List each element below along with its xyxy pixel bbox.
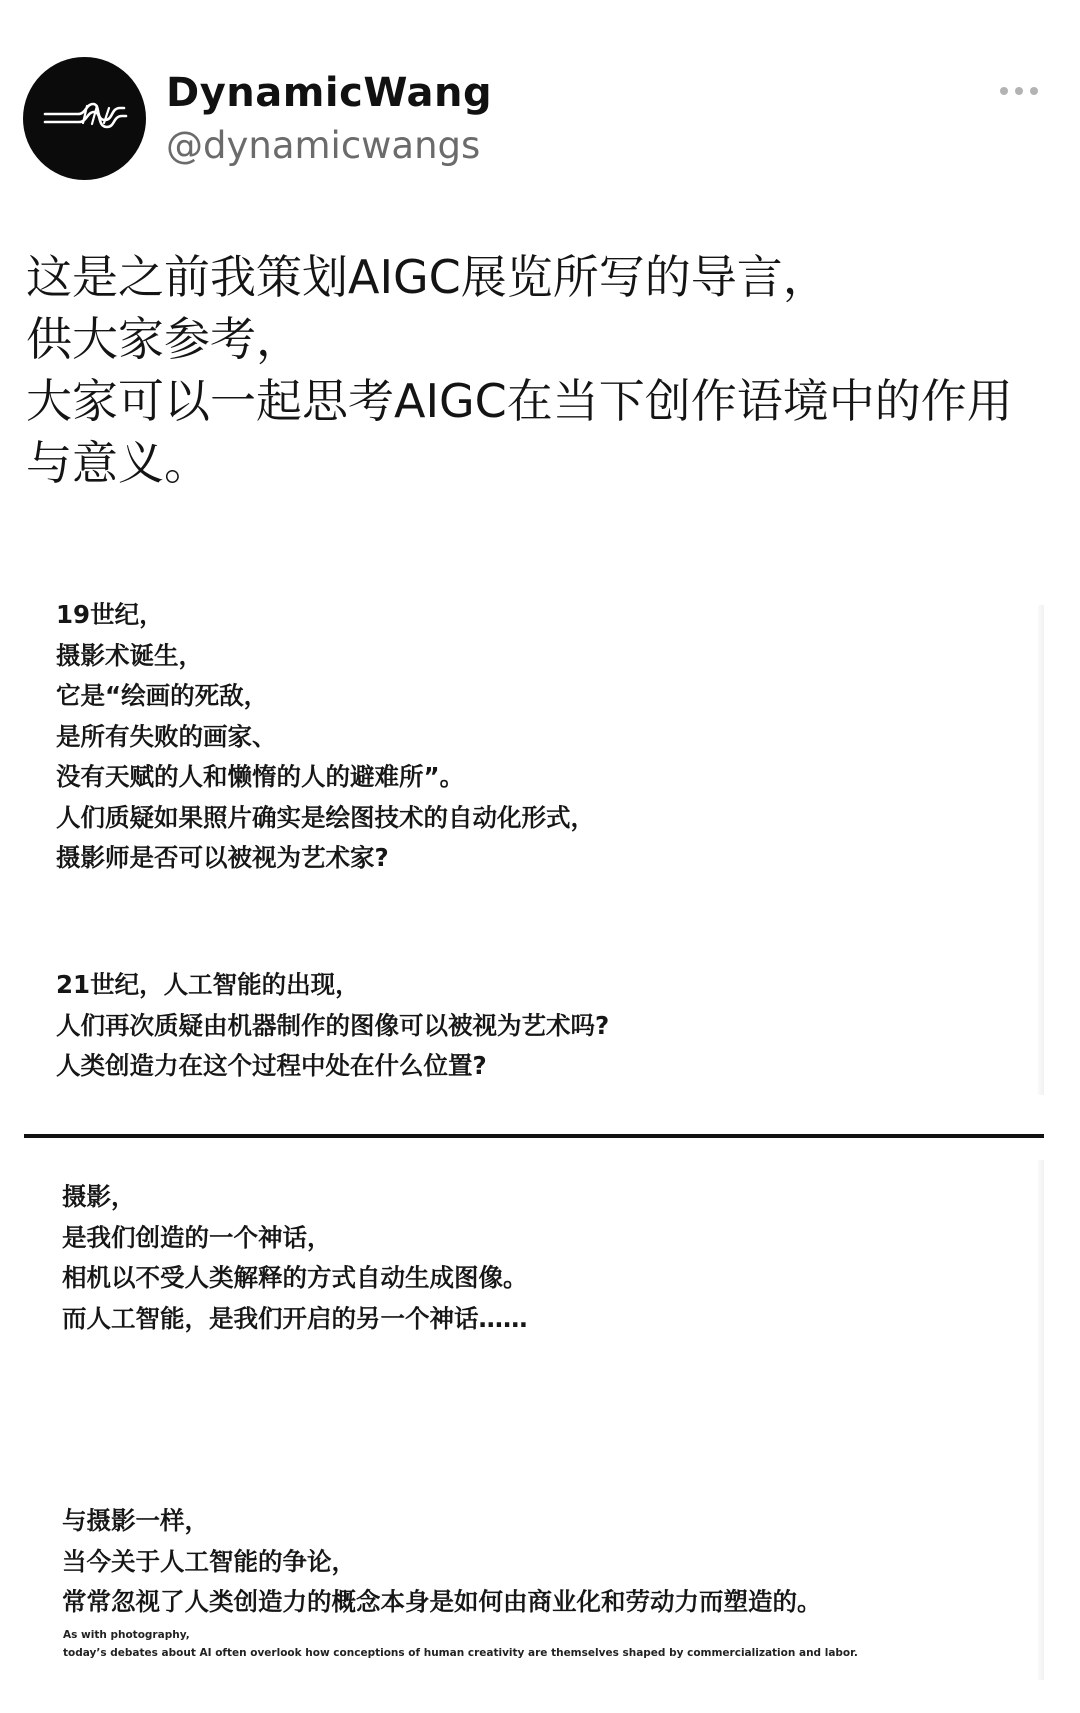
image-line: 与摄影一样， (62, 1506, 209, 1535)
text-block-19th-century (56, 595, 595, 879)
wave-logo-icon (23, 57, 146, 180)
tweet-line: 供大家参考， (26, 312, 302, 366)
image-line: 常常忽视了人类创造力的概念本身是如何由商业化和劳动力而塑造的。 (62, 1587, 822, 1616)
image-edge-shadow (1038, 605, 1044, 1095)
image-line: 19世纪， (56, 600, 164, 629)
tweet-text (26, 246, 1056, 494)
author-name[interactable]: DynamicWang (166, 70, 493, 116)
image-line: 而人工智能，是我们开启的另一个神话…… (62, 1303, 528, 1333)
avatar[interactable] (23, 57, 146, 180)
image-line: 它是“绘画的死敌， (56, 681, 269, 710)
image-line: 人类创造力在这个过程中处在什么位置? (56, 1051, 487, 1080)
more-dots-icon[interactable] (998, 84, 1040, 98)
text-block-english (63, 1626, 858, 1662)
image-line: 人们质疑如果照片确实是绘图技术的自动化形式， (56, 802, 595, 832)
image-line: 摄影师是否可以被视为艺术家? (56, 843, 389, 872)
tweet-image-top[interactable] (24, 585, 1044, 1130)
image-line: 21世纪，人工智能的出现， (56, 970, 360, 999)
image-line: 摄影术诞生， (56, 640, 203, 670)
image-edge-shadow (1038, 1160, 1044, 1680)
image-line: 相机以不受人类解释的方式自动生成图像。 (62, 1263, 528, 1292)
image-line: As with photography, (63, 1629, 190, 1641)
text-block-21st-century (56, 965, 609, 1087)
image-line: today’s debates about AI often overlook how conceptions of human creativity are themselves shaped by commercialization and labor. (63, 1647, 858, 1659)
tweet-line: 大家可以一起思考AIGC在当下创作语境中的作用 (26, 374, 1013, 428)
image-line: 没有天赋的人和懒惰的人的避难所”。 (56, 762, 465, 791)
image-line: 是我们创造的一个神话， (62, 1222, 332, 1252)
text-block-myth (62, 1177, 528, 1339)
image-divider (24, 1134, 1044, 1138)
tweet-image-bottom[interactable] (24, 1150, 1044, 1695)
image-line: 当今关于人工智能的争论， (62, 1546, 356, 1576)
tweet-line: 与意义。 (26, 436, 210, 490)
image-line: 是所有失败的画家、 (56, 721, 277, 751)
text-block-debate (62, 1501, 822, 1623)
image-line: 人们再次质疑由机器制作的图像可以被视为艺术吗? (56, 1010, 610, 1040)
image-line: 摄影， (62, 1182, 136, 1211)
author-handle[interactable]: @dynamicwangs (166, 124, 481, 167)
tweet-line: 这是之前我策划AIGC展览所写的导言， (26, 250, 829, 304)
